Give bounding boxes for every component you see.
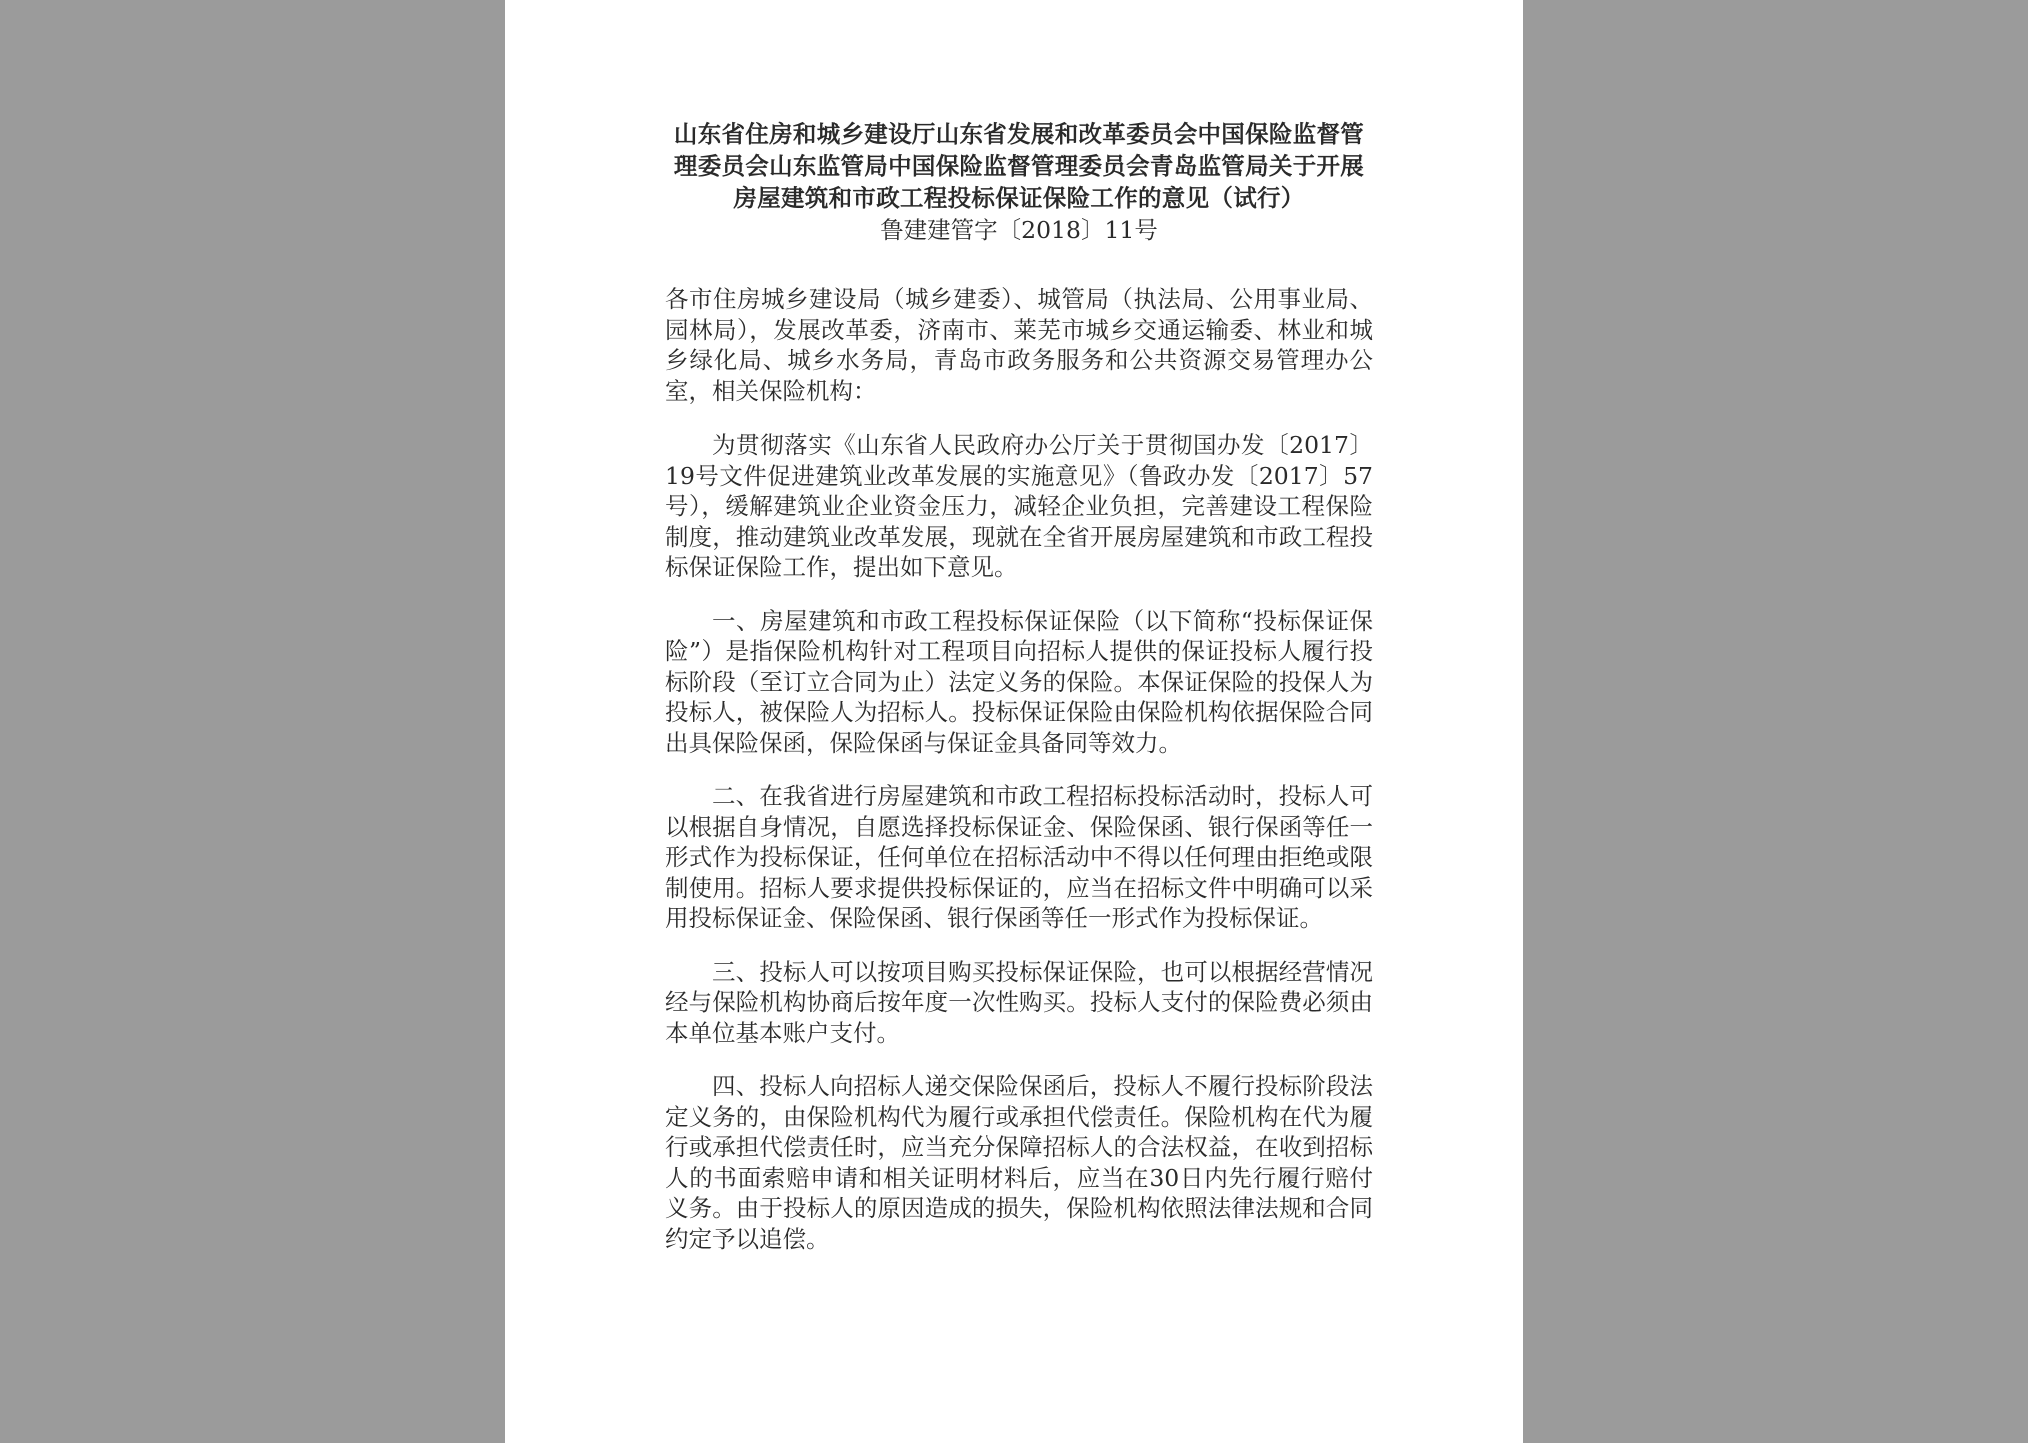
addressee: 各市住房城乡建设局（城乡建委）、城管局（执法局、公用事业局、园林局），发展改革委，济南市、莱芜市城乡交通运输委、林业和城乡绿化局、城乡水务局，青岛市政务服务和公共资源交易管理办公室，相关保险机构： bbox=[665, 285, 1373, 405]
paragraph-4: 四、投标人向招标人递交保险保函后，投标人不履行投标阶段法定义务的，由保险机构代为履行或承担代偿责任。保险机构在代为履行或承担代偿责任时，应当充分保障招标人的合法权益，在收到招标人的书面索赔申请和相关证明材料后，应当在30日内先行履行赔付义务。由于投标人的原因造成的损失，保险机构依照法律法规和合同约定予以追偿。 bbox=[665, 1072, 1373, 1253]
document-page bbox=[505, 0, 1523, 1443]
paragraph-3: 三、投标人可以按项目购买投标保证保险，也可以根据经营情况经与保险机构协商后按年度一次性购买。投标人支付的保险费必须由本单位基本账户支付。 bbox=[665, 957, 1373, 1047]
document-title: 山东省住房和城乡建设厅山东省发展和改革委员会中国保险监督管理委员会山东监管局中国保险监督管理委员会青岛监管局关于开展房屋建筑和市政工程投标保证保险工作的意见（试行） bbox=[673, 120, 1365, 212]
document-content bbox=[665, 118, 1373, 1277]
document-number: 鲁建建管字〔2018〕11号 bbox=[880, 216, 1158, 244]
paragraph-intro: 为贯彻落实《山东省人民政府办公厅关于贯彻国办发〔2017〕19号文件促进建筑业改革发展的实施意见》（鲁政办发〔2017〕57号），缓解建筑业企业资金压力，减轻企业负担，完善建设工程保险制度，推动建筑业改革发展，现就在全省开展房屋建筑和市政工程投标保证保险工作，提出如下意见。 bbox=[665, 431, 1373, 581]
paragraph-2: 二、在我省进行房屋建筑和市政工程招标投标活动时，投标人可以根据自身情况，自愿选择投标保证金、保险保函、银行保函等任一形式作为投标保证，任何单位在招标活动中不得以任何理由拒绝或限制使用。招标人要求提供投标保证的，应当在招标文件中明确可以采用投标保证金、保险保函、银行保函等任一形式作为投标保证。 bbox=[665, 782, 1373, 932]
paragraph-1: 一、房屋建筑和市政工程投标保证保险（以下简称“投标保证保险”）是指保险机构针对工程项目向招标人提供的保证投标人履行投标阶段（至订立合同为止）法定义务的保险。本保证保险的投保人为投标人，被保险人为招标人。投标保证保险由保险机构依据保险合同出具保险保函，保险保函与保证金具备同等效力。 bbox=[665, 606, 1373, 757]
